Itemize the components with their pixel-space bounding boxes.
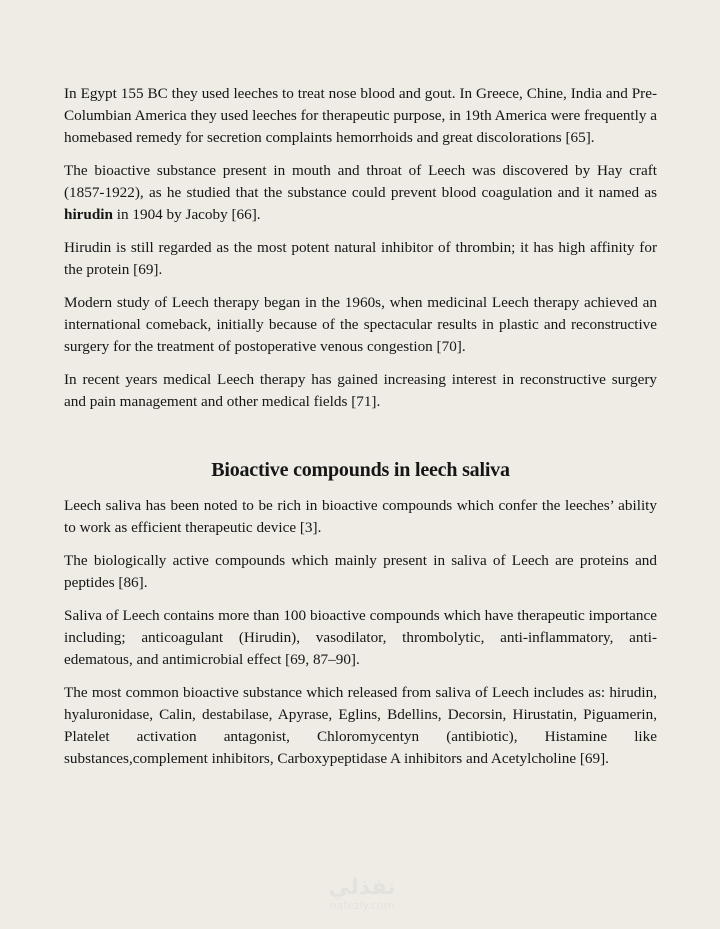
paragraph-hirudin-potency: Hirudin is still regarded as the most potent natural inhibitor of thrombin; it has high affinity for the protein [69]. (64, 239, 657, 278)
section-spacer (64, 424, 657, 457)
bold-term-hirudin: hirudin (64, 206, 113, 223)
paragraph-text: The bioactive substance present in mouth and throat of Leech was discovered by Hay craft (1857-1922), as he studied that the substance could prevent blood coagulation and it named as (64, 162, 657, 201)
document-page (64, 83, 657, 781)
watermark-url: nafezly.com (329, 899, 395, 912)
watermark-arabic-logo: نفذلي (328, 875, 396, 900)
watermark (316, 876, 408, 912)
paragraph-hirudin-discovery (64, 160, 657, 226)
paragraph-modern-study: Modern study of Leech therapy began in the 1960s, when medicinal Leech therapy achieved an international comeback, initially because of the spectacular results in plastic and reconstructive surgery for the treatment of postoperative venous congestion [70]. (64, 294, 657, 355)
paragraph-text: in 1904 by Jacoby [66]. (112, 206, 261, 223)
section-heading: Bioactive compounds in leech saliva (211, 459, 510, 481)
paragraph-therapeutic-importance: Saliva of Leech contains more than 100 bioactive compounds which have therapeutic importance including; anticoagulant (Hirudin), vasodilator, thrombolytic, anti-inflammatory, anti- edematous, and antimicrobial effect [69, 87–90]. (64, 607, 657, 668)
paragraph-common-substances: The most common bioactive substance which released from saliva of Leech includes as: hirudin, hyaluronidase, Calin, destabilase, Apyrase, Eglins, Bdellins, Decorsin, Hirustatin, Piguamerin, Platelet activation antagonist, Chloromycentyn (antibiotic), Histamine like substances,complement inhibitors, Carboxypeptidase A inhibitors and Acetylcholine [69]. (64, 684, 657, 767)
paragraph-saliva-rich: Leech saliva has been noted to be rich in bioactive compounds which confer the leeches’ ability to work as efficient therapeutic device [3]. (64, 497, 657, 536)
paragraph-egypt-history: In Egypt 155 BC they used leeches to treat nose blood and gout. In Greece, Chine, India and Pre-Columbian America they used leeches for therapeutic purpose, in 19th America were frequently a homebased remedy for secretion complaints hemorrhoids and great discolorations [65]. (64, 85, 657, 146)
paragraph-active-compounds: The biologically active compounds which mainly present in saliva of Leech are proteins and peptides [86]. (64, 552, 657, 591)
paragraph-recent-years: In recent years medical Leech therapy has gained increasing interest in reconstructive surgery and pain management and other medical fields [71]. (64, 371, 657, 410)
